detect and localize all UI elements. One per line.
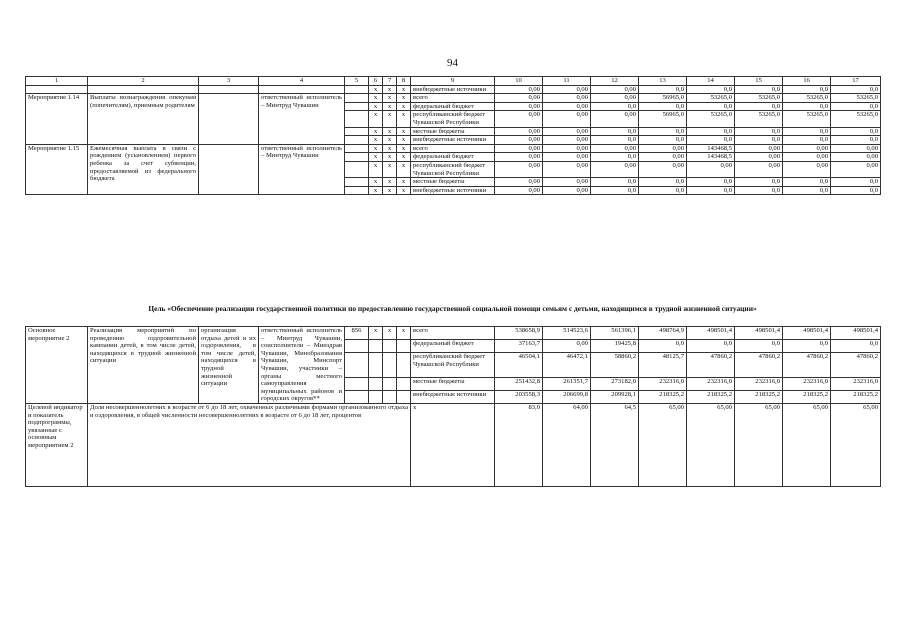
amount-cell: 0,0 xyxy=(783,85,831,94)
indicator-mark: x xyxy=(411,403,495,486)
budget-table-top xyxy=(25,76,881,195)
measure-name: Реализация мероприятий по проведению оздоровительной кампании детей, в том числе детей, находящихся в трудной жизненной ситуации xyxy=(88,327,199,404)
code-mark: x xyxy=(383,102,397,111)
header-row xyxy=(26,77,881,86)
code-mark: x xyxy=(369,186,383,195)
column-number: 17 xyxy=(831,77,881,86)
amount-cell: 0,00 xyxy=(543,161,591,177)
amount-cell: 47860,2 xyxy=(735,353,783,378)
table-row xyxy=(26,85,881,94)
amount-cell: 498501,4 xyxy=(735,327,783,340)
measure-goal: организация отдыха детей и их оздоровления, в том числе детей, находящихся в трудной жизненной ситуации xyxy=(199,327,259,404)
column-number: 10 xyxy=(495,77,543,86)
table-row xyxy=(26,327,881,340)
amount-cell: 0,00 xyxy=(783,161,831,177)
code-mark xyxy=(397,390,411,403)
amount-cell: 0,0 xyxy=(639,85,687,94)
amount-cell: 232316,0 xyxy=(735,377,783,390)
indicator-value: 65,00 xyxy=(639,403,687,486)
row-label xyxy=(26,85,88,94)
code-mark: x xyxy=(397,136,411,145)
amount-cell: 47860,2 xyxy=(687,353,735,378)
funding-source: местные бюджеты xyxy=(411,377,495,390)
code-mark xyxy=(383,340,397,353)
amount-cell: 0,00 xyxy=(783,153,831,162)
amount-cell: 514523,6 xyxy=(543,327,591,340)
amount-cell: 0,0 xyxy=(735,85,783,94)
budget-code xyxy=(345,377,369,390)
code-mark xyxy=(397,353,411,378)
goal-heading: Цель «Обеспечение реализации государственной политики по предоставлению государственной социальной помощи семьям с детьми, находящимся в трудной жизненной ситуации» xyxy=(148,304,757,313)
code-mark: x xyxy=(383,186,397,195)
amount-cell: 0,00 xyxy=(543,144,591,153)
amount-cell: 0,0 xyxy=(639,186,687,195)
code-mark: x xyxy=(397,111,411,127)
amount-cell: 261351,7 xyxy=(543,377,591,390)
amount-cell: 0,0 xyxy=(687,102,735,111)
amount-cell: 19425,8 xyxy=(591,340,639,353)
amount-cell: 251432,8 xyxy=(495,377,543,390)
measure-name: Ежемесячная выплата в связи с рождением (усыновлением) первого ребенка за счет субвенции, предоставляемой из федерального бюджета xyxy=(88,144,199,195)
row-label: Мероприятие 1.15 xyxy=(26,144,88,195)
amount-cell: 53265,0 xyxy=(687,94,735,103)
amount-cell: 0,00 xyxy=(495,111,543,127)
column-number: 6 xyxy=(369,77,383,86)
amount-cell: 0,0 xyxy=(639,136,687,145)
code-mark: x xyxy=(369,85,383,94)
amount-cell: 0,00 xyxy=(495,127,543,136)
funding-source: всего xyxy=(411,327,495,340)
amount-cell: 0,00 xyxy=(495,153,543,162)
code-mark xyxy=(369,390,383,403)
amount-cell: 0,0 xyxy=(639,178,687,187)
funding-source: внебюджетные источники xyxy=(411,390,495,403)
amount-cell: 0,00 xyxy=(495,136,543,145)
table-row xyxy=(26,144,881,153)
row-label: Основное мероприятие 2 xyxy=(26,327,88,404)
amount-cell: 0,0 xyxy=(783,136,831,145)
budget-table-bottom xyxy=(25,326,881,487)
amount-cell: 0,00 xyxy=(543,340,591,353)
amount-cell: 0,00 xyxy=(495,178,543,187)
amount-cell: 53265,0 xyxy=(783,111,831,127)
amount-cell: 0,0 xyxy=(687,340,735,353)
amount-cell: 0,00 xyxy=(495,161,543,177)
funding-source: местные бюджеты xyxy=(411,127,495,136)
amount-cell: 0,00 xyxy=(639,144,687,153)
executor: ответственный исполнитель – Минтруд Чувашии xyxy=(259,94,345,145)
amount-cell: 0,00 xyxy=(591,85,639,94)
column-number: 3 xyxy=(199,77,259,86)
code-mark: x xyxy=(397,153,411,162)
code-mark: x xyxy=(383,161,397,177)
code-mark xyxy=(383,377,397,390)
budget-code xyxy=(345,161,369,177)
amount-cell: 53265,0 xyxy=(831,111,881,127)
amount-cell: 561396,1 xyxy=(591,327,639,340)
funding-source: федеральный бюджет xyxy=(411,153,495,162)
budget-code: 856 xyxy=(345,327,369,340)
table-row xyxy=(26,94,881,103)
amount-cell: 0,0 xyxy=(735,186,783,195)
column-number: 5 xyxy=(345,77,369,86)
code-mark: x xyxy=(383,178,397,187)
amount-cell: 209928,1 xyxy=(591,390,639,403)
amount-cell: 538658,9 xyxy=(495,327,543,340)
code-mark xyxy=(369,340,383,353)
code-mark: x xyxy=(369,327,383,340)
code-mark: x xyxy=(397,144,411,153)
measure-name: Выплаты вознаграждения опекунам (попечителям), приемным родителям xyxy=(88,94,199,145)
amount-cell: 0,0 xyxy=(591,153,639,162)
amount-cell: 0,0 xyxy=(591,186,639,195)
funding-source: федеральный бюджет xyxy=(411,340,495,353)
column-number: 2 xyxy=(88,77,199,86)
code-mark: x xyxy=(369,178,383,187)
amount-cell: 0,00 xyxy=(735,153,783,162)
code-mark xyxy=(383,353,397,378)
budget-code xyxy=(345,390,369,403)
amount-cell: 0,00 xyxy=(543,153,591,162)
column-number: 12 xyxy=(591,77,639,86)
amount-cell: 218325,2 xyxy=(687,390,735,403)
amount-cell: 56965,0 xyxy=(639,111,687,127)
indicator-value: 83,0 xyxy=(495,403,543,486)
amount-cell: 218325,2 xyxy=(831,390,881,403)
budget-code xyxy=(345,353,369,378)
indicator-value: 64,5 xyxy=(591,403,639,486)
amount-cell: 498501,4 xyxy=(687,327,735,340)
executor: ответственный исполнитель – Минтруд Чувашии xyxy=(259,144,345,195)
code-mark: x xyxy=(383,153,397,162)
indicator-value: 65,00 xyxy=(687,403,735,486)
amount-cell: 0,00 xyxy=(831,161,881,177)
amount-cell: 143468,5 xyxy=(687,153,735,162)
amount-cell: 0,0 xyxy=(591,178,639,187)
budget-code xyxy=(345,127,369,136)
code-mark: x xyxy=(397,127,411,136)
amount-cell: 0,00 xyxy=(687,161,735,177)
funding-source: республиканский бюджет Чувашской Республики xyxy=(411,161,495,177)
amount-cell: 0,00 xyxy=(783,144,831,153)
amount-cell: 53265,0 xyxy=(783,94,831,103)
measure-goal xyxy=(199,144,259,195)
code-mark: x xyxy=(383,85,397,94)
amount-cell: 0,00 xyxy=(495,94,543,103)
code-mark: x xyxy=(397,327,411,340)
code-mark: x xyxy=(397,85,411,94)
amount-cell: 37163,7 xyxy=(495,340,543,353)
amount-cell: 206699,8 xyxy=(543,390,591,403)
amount-cell: 0,00 xyxy=(735,144,783,153)
amount-cell: 218325,2 xyxy=(639,390,687,403)
column-number: 11 xyxy=(543,77,591,86)
amount-cell: 232316,0 xyxy=(783,377,831,390)
amount-cell: 232316,0 xyxy=(687,377,735,390)
amount-cell: 0,0 xyxy=(735,178,783,187)
amount-cell: 0,0 xyxy=(639,102,687,111)
amount-cell: 53265,0 xyxy=(831,94,881,103)
column-number: 16 xyxy=(783,77,831,86)
column-number: 13 xyxy=(639,77,687,86)
indicator-value: 65,00 xyxy=(783,403,831,486)
amount-cell: 0,0 xyxy=(687,178,735,187)
amount-cell: 0,00 xyxy=(543,94,591,103)
code-mark: x xyxy=(397,102,411,111)
indicator-value: 65,00 xyxy=(831,403,881,486)
amount-cell: 58860,2 xyxy=(591,353,639,378)
budget-code xyxy=(345,178,369,187)
code-mark: x xyxy=(369,111,383,127)
amount-cell: 0,00 xyxy=(543,85,591,94)
amount-cell: 498501,4 xyxy=(831,327,881,340)
code-mark: x xyxy=(383,127,397,136)
amount-cell: 0,0 xyxy=(831,340,881,353)
amount-cell: 0,00 xyxy=(543,111,591,127)
amount-cell: 498501,4 xyxy=(783,327,831,340)
code-mark: x xyxy=(383,136,397,145)
funding-source: внебюджетные источники xyxy=(411,186,495,195)
budget-code xyxy=(345,340,369,353)
amount-cell: 46504,1 xyxy=(495,353,543,378)
funding-source: республиканский бюджет Чувашской Республики xyxy=(411,353,495,378)
code-mark: x xyxy=(397,94,411,103)
amount-cell: 0,00 xyxy=(543,127,591,136)
amount-cell: 0,0 xyxy=(639,127,687,136)
measure-goal xyxy=(199,94,259,145)
code-mark: x xyxy=(383,94,397,103)
column-number: 7 xyxy=(383,77,397,86)
code-mark xyxy=(369,377,383,390)
amount-cell: 47860,2 xyxy=(783,353,831,378)
amount-cell: 203558,3 xyxy=(495,390,543,403)
amount-cell: 0,00 xyxy=(639,153,687,162)
amount-cell: 0,00 xyxy=(495,186,543,195)
code-mark: x xyxy=(369,161,383,177)
amount-cell: 0,0 xyxy=(687,85,735,94)
amount-cell: 0,0 xyxy=(831,136,881,145)
amount-cell: 0,0 xyxy=(831,85,881,94)
amount-cell: 0,00 xyxy=(735,161,783,177)
code-mark: x xyxy=(369,153,383,162)
code-mark xyxy=(369,353,383,378)
amount-cell: 0,00 xyxy=(543,178,591,187)
amount-cell: 218325,2 xyxy=(735,390,783,403)
amount-cell: 56965,0 xyxy=(639,94,687,103)
amount-cell: 0,0 xyxy=(783,127,831,136)
amount-cell: 0,0 xyxy=(831,127,881,136)
amount-cell: 0,00 xyxy=(495,102,543,111)
amount-cell: 53265,0 xyxy=(735,94,783,103)
amount-cell: 0,0 xyxy=(735,340,783,353)
amount-cell: 0,0 xyxy=(783,102,831,111)
code-mark: x xyxy=(383,144,397,153)
amount-cell: 273182,0 xyxy=(591,377,639,390)
budget-code xyxy=(345,144,369,153)
budget-code xyxy=(345,136,369,145)
amount-cell: 0,00 xyxy=(543,136,591,145)
funding-source: всего xyxy=(411,94,495,103)
code-mark: x xyxy=(369,94,383,103)
budget-code xyxy=(345,102,369,111)
funding-source: федеральный бюджет xyxy=(411,102,495,111)
amount-cell: 0,0 xyxy=(591,102,639,111)
column-number: 15 xyxy=(735,77,783,86)
code-mark xyxy=(397,340,411,353)
code-mark xyxy=(397,377,411,390)
measure-goal xyxy=(199,85,259,94)
amount-cell: 0,0 xyxy=(831,186,881,195)
amount-cell: 0,00 xyxy=(591,144,639,153)
amount-cell: 232316,0 xyxy=(831,377,881,390)
amount-cell: 0,0 xyxy=(831,102,881,111)
funding-source: местные бюджеты xyxy=(411,178,495,187)
amount-cell: 0,0 xyxy=(591,127,639,136)
column-number: 14 xyxy=(687,77,735,86)
amount-cell: 48125,7 xyxy=(639,353,687,378)
amount-cell: 47860,2 xyxy=(831,353,881,378)
amount-cell: 0,0 xyxy=(783,178,831,187)
funding-source: республиканский бюджет Чувашской Республики xyxy=(411,111,495,127)
amount-cell: 232316,0 xyxy=(639,377,687,390)
code-mark xyxy=(383,390,397,403)
amount-cell: 0,0 xyxy=(735,127,783,136)
amount-cell: 0,00 xyxy=(495,85,543,94)
column-number: 1 xyxy=(26,77,88,86)
amount-cell: 0,0 xyxy=(687,127,735,136)
amount-cell: 0,00 xyxy=(831,144,881,153)
column-number: 8 xyxy=(397,77,411,86)
indicator-value: 64,00 xyxy=(543,403,591,486)
amount-cell: 0,00 xyxy=(495,144,543,153)
amount-cell: 0,0 xyxy=(831,178,881,187)
code-mark: x xyxy=(383,327,397,340)
code-mark: x xyxy=(383,111,397,127)
column-number: 9 xyxy=(411,77,495,86)
budget-code xyxy=(345,94,369,103)
budget-code xyxy=(345,85,369,94)
amount-cell: 0,0 xyxy=(735,136,783,145)
indicator-text: Доля несовершеннолетних в возрасте от 6 до 18 лет, охваченных различными формами организованного отдыха и оздоровления, в общей численности несовершеннолетних в возрасте от 6 до 18 лет, процентов xyxy=(88,403,411,486)
code-mark: x xyxy=(369,127,383,136)
amount-cell: 0,00 xyxy=(831,153,881,162)
amount-cell: 46472,1 xyxy=(543,353,591,378)
funding-source: внебюджетные источники xyxy=(411,136,495,145)
indicator-row xyxy=(26,403,881,486)
indicator-label: Целевой индикатор и показатель подпрограммы, увязанные с основным мероприятием 2 xyxy=(26,403,88,486)
amount-cell: 0,00 xyxy=(591,161,639,177)
executor: ответственный исполнитель – Минтруд Чувашии, соисполнители – Минздрав Чувашии, Минобразования Чувашии, Минспорт Чувашии, участники – органы местного самоуправления муниципальных районов и городских округов** xyxy=(259,327,345,404)
amount-cell: 0,0 xyxy=(591,136,639,145)
amount-cell: 143468,5 xyxy=(687,144,735,153)
measure-name xyxy=(88,85,199,94)
executor xyxy=(259,85,345,94)
budget-code xyxy=(345,186,369,195)
amount-cell: 498764,9 xyxy=(639,327,687,340)
amount-cell: 0,0 xyxy=(687,136,735,145)
amount-cell: 0,00 xyxy=(591,111,639,127)
amount-cell: 0,00 xyxy=(543,186,591,195)
amount-cell: 218325,2 xyxy=(783,390,831,403)
amount-cell: 0,0 xyxy=(639,340,687,353)
amount-cell: 0,0 xyxy=(687,186,735,195)
funding-source: всего xyxy=(411,144,495,153)
funding-source: внебюджетные источники xyxy=(411,85,495,94)
amount-cell: 0,00 xyxy=(591,94,639,103)
indicator-value: 65,00 xyxy=(735,403,783,486)
amount-cell: 0,0 xyxy=(783,340,831,353)
amount-cell: 53265,0 xyxy=(687,111,735,127)
code-mark: x xyxy=(397,178,411,187)
code-mark: x xyxy=(369,102,383,111)
amount-cell: 0,0 xyxy=(783,186,831,195)
code-mark: x xyxy=(369,144,383,153)
code-mark: x xyxy=(397,161,411,177)
amount-cell: 53265,0 xyxy=(735,111,783,127)
amount-cell: 0,0 xyxy=(735,102,783,111)
budget-code xyxy=(345,111,369,127)
page-number: 94 xyxy=(447,57,458,69)
amount-cell: 0,00 xyxy=(543,102,591,111)
budget-code xyxy=(345,153,369,162)
code-mark: x xyxy=(369,136,383,145)
amount-cell: 0,00 xyxy=(639,161,687,177)
row-label: Мероприятие 1.14 xyxy=(26,94,88,145)
code-mark: x xyxy=(397,186,411,195)
column-number: 4 xyxy=(259,77,345,86)
